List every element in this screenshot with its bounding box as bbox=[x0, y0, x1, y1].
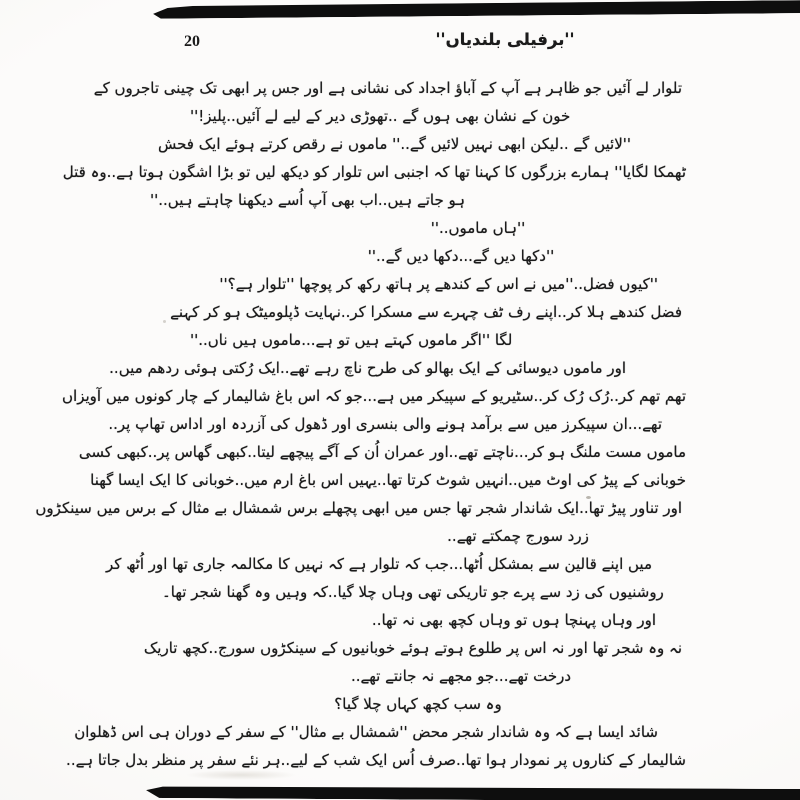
text-line: تھم تھم کر..رُک رُک کر..سٹیریو کے سپیکر میں ہے...جو کہ اس باغ شالیمار کے چار کونوں میں آویزاں bbox=[62, 387, 686, 405]
text-line: ''کیوں فضل..''میں نے اس کے کندھے پر ہاتھ رکھ کر پوچھا ''تلوار ہے؟'' bbox=[219, 275, 658, 293]
book-scan-edge-bottom bbox=[146, 785, 800, 800]
text-line: اور وہاں پہنچا ہوں تو وہاں کچھ بھی نہ تھا.. bbox=[371, 611, 656, 629]
text-line: لگا ''اگر ماموں کہتے ہیں تو ہے...ماموں ہیں ناں..'' bbox=[190, 331, 513, 349]
text-line: شالیمار کے کناروں پر نمودار ہوا تھا..صرف اُس ایک شب کے لیے..ہر نئے سفر پر منظر بدل جاتا ہے.. bbox=[66, 751, 686, 769]
text-line: اور تناور پیڑ تھا..ایک شاندار شجر تھا جس میں ابھی پچھلے برس شمشال بے مثال کے برس میں سینکڑوں bbox=[35, 499, 682, 517]
text-line: ہو جاتے ہیں..اب بھی آپ اُسے دیکھنا چاہتے ہیں..'' bbox=[150, 191, 466, 209]
text-line: ماموں مست ملنگ ہو کر...ناچتے تھے..اور عمران اُن کے آگے پیچھے لیتا..کبھی گھاس پر..کبھی کسی bbox=[78, 443, 686, 461]
text-line: نہ وہ شجر تھا اور نہ اس پر طلوع ہوتے ہوئے خوبانیوں کے سینکڑوں سورج..کچھ تاریک bbox=[143, 639, 682, 657]
text-line: فضل کندھے ہلا کر..اپنے رف ٹف چہرے سے مسکرا کر..نہایت ڈپلومیٹک ہو کر کہنے bbox=[170, 303, 682, 321]
text-line: روشنیوں کی زد سے پرے جو تاریکی تھی وہاں چلا گیا..کہ وہیں وہ گھنا شجر تھا۔ bbox=[162, 583, 664, 601]
text-line: میں اپنے قالین سے بمشکل اُٹھا...جب کہ تلوار ہے کہ نہیں کا مکالمہ جاری تھا اور اُٹھ کر bbox=[106, 555, 652, 573]
text-line: ٹھمکا لگایا'' ہمارے بزرگوں کا کہنا تھا کہ اجنبی اس تلوار کو دیکھ لیں تو بڑا اشگون ہوتا ہے..وہ قتل bbox=[62, 163, 686, 181]
text-line: خون کے نشان بھی ہوں گے ..تھوڑی دیر کے لیے لے آئیں..پلیز!'' bbox=[190, 107, 571, 125]
text-line: تلوار لے آئیں جو ظاہر ہے آپ کے آباؤ اجداد کی نشانی ہے اور جس پر ابھی تک چینی تاجروں کے bbox=[93, 79, 682, 97]
text-line: اور ماموں دیوسائی کے ایک بھالو کی طرح ناچ رہے تھے..ایک رُکتی ہوئی ردھم میں.. bbox=[109, 359, 626, 377]
chapter-title: ''برفیلی بلندیاں'' bbox=[435, 30, 575, 49]
book-scan-edge-top bbox=[153, 0, 800, 19]
text-line: وہ سب کچھ کہاں چلا گیا؟ bbox=[334, 695, 502, 713]
text-line: ''لائیں گے ..لیکن ابھی نہیں لائیں گے..'' ماموں نے رقص کرتے ہوئے ایک فحش bbox=[157, 135, 631, 153]
text-line: ''دکھا دیں گے...دکھا دیں گے..'' bbox=[367, 247, 555, 265]
text-line: تھے...ان سپیکرز میں سے برآمد ہونے والی بنسری اور ڈھول کی آزردہ اور اداس تھاپ پر.. bbox=[108, 415, 662, 433]
text-line: زرد سورج چمکتے تھے.. bbox=[447, 527, 589, 545]
scan-speck bbox=[163, 320, 166, 323]
text-line: ''ہاں ماموں..'' bbox=[430, 219, 526, 237]
text-line: شائد ایسا ہے کہ وہ شاندار شجر محض ''شمشال بے مثال'' کے سفر کے دوران ہی اس ڈھلوان bbox=[74, 723, 658, 741]
scan-smudge bbox=[186, 770, 296, 780]
text-line: درخت تھے...جو مجھے نہ جانتے تھے.. bbox=[350, 667, 572, 685]
page-number: 20 bbox=[184, 33, 200, 50]
text-line: خوبانی کے پیڑ کی اوٹ میں..انہیں شوٹ کرتا تھا..یہیں اس باغ ارم میں..خوبانی کا ایک ایسا گھنا bbox=[90, 471, 686, 489]
scan-speck bbox=[586, 496, 591, 499]
